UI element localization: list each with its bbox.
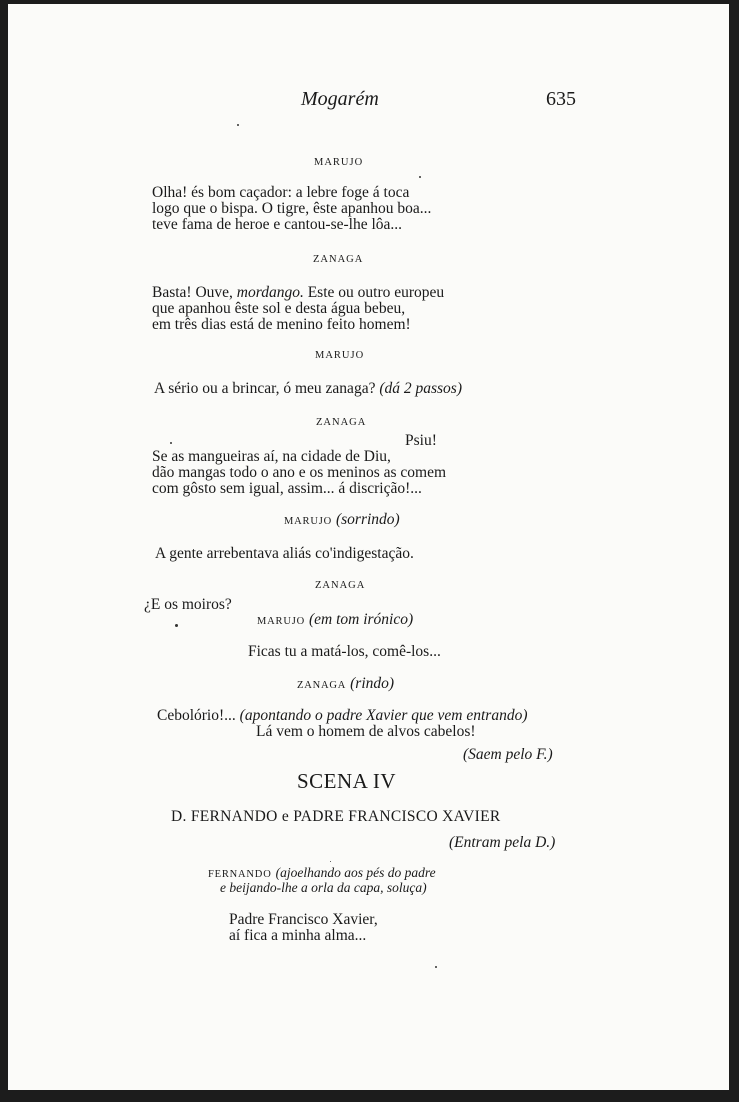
- stage-direction: e beijando-lhe a orla da capa, soluça): [220, 880, 427, 895]
- verse-line: Ficas tu a matá-los, comê-los...: [248, 643, 441, 660]
- verse-line: aí fica a minha alma...: [229, 927, 367, 944]
- scan-speck: [170, 442, 172, 444]
- verse-line: [152, 285, 444, 301]
- verse-line: Padre Francisco Xavier,: [229, 911, 378, 928]
- character-name: PADRE FRANCISCO XAVIER: [293, 808, 501, 825]
- verse-text: Cebolório!...: [157, 707, 240, 724]
- verse-line: Se as mangueiras aí, na cidade de Diu,: [152, 448, 391, 465]
- book-page: [8, 4, 729, 1090]
- page-number: 635: [546, 88, 576, 110]
- verse-text: Este ou outro europeu: [303, 284, 445, 301]
- speaker-line: [284, 511, 400, 529]
- verse-line: Lá vem o homem de alvos cabelos!: [256, 723, 476, 740]
- verse-line: Olha! és bom caçador: a lebre foge á toca: [152, 184, 410, 201]
- emphasis-word: mordango.: [236, 284, 304, 301]
- speaker-label: MARUJO: [315, 350, 365, 361]
- stage-direction: (Entram pela D.): [449, 834, 556, 851]
- stage-direction: (dá 2 passos): [379, 380, 462, 397]
- verse-line: Psiu!: [405, 432, 437, 449]
- verse-line: dão mangas todo o ano e os meninos as comem: [152, 464, 447, 481]
- verse-text: Basta! Ouve,: [152, 284, 237, 301]
- speaker-line: [257, 611, 413, 629]
- stage-direction: (apontando o padre Xavier que vem entrando): [239, 707, 528, 724]
- running-title: Mogarém: [301, 88, 379, 110]
- scan-speck: [175, 624, 178, 627]
- verse-text: A sério ou a brincar, ó meu zanaga?: [154, 380, 380, 397]
- speaker-label: ZANAGA: [297, 680, 347, 691]
- verse-line: logo que o bispa. O tigre, êste apanhou boa...: [152, 200, 432, 217]
- verse-line: [154, 381, 462, 397]
- speaker-label: MARUJO: [284, 516, 332, 527]
- scan-speck: [237, 124, 239, 126]
- stage-direction: (sorrindo): [335, 511, 400, 528]
- speaker-line: [297, 675, 394, 693]
- verse-line: A gente arrebentava aliás co'indigestação.: [155, 545, 414, 562]
- speaker-label: ZANAGA: [313, 254, 364, 265]
- stage-direction: (em tom irónico): [308, 611, 414, 628]
- verse-line: [157, 708, 528, 724]
- scan-speck: [330, 861, 331, 862]
- scene-characters: [171, 808, 501, 826]
- scene-heading: SCENA IV: [297, 769, 397, 793]
- verse-line: em três dias está de menino feito homem!: [152, 316, 411, 333]
- scan-speck: [419, 176, 421, 178]
- speaker-label: MARUJO: [257, 616, 305, 627]
- stage-direction: (ajoelhando aos pés do padre: [275, 865, 436, 880]
- scan-speck: [435, 966, 437, 968]
- speaker-label: ZANAGA: [316, 417, 367, 428]
- speaker-label: FERNANDO: [208, 869, 272, 880]
- verse-line: teve fama de heroe e cantou-se-lhe lôa...: [152, 216, 403, 233]
- verse-line: ¿E os moiros?: [144, 596, 232, 613]
- verse-line: com gôsto sem igual, assim... á discrição!...: [152, 480, 422, 497]
- stage-direction: (rindo): [350, 675, 395, 692]
- speaker-label: MARUJO: [314, 157, 364, 168]
- speaker-label: ZANAGA: [315, 580, 366, 591]
- character-name: D. FERNANDO: [171, 808, 278, 825]
- stage-direction: (Saem pelo F.): [463, 746, 553, 763]
- verse-line: que apanhou êste sol e desta água bebeu,: [152, 300, 406, 317]
- conjunction: e: [281, 808, 290, 825]
